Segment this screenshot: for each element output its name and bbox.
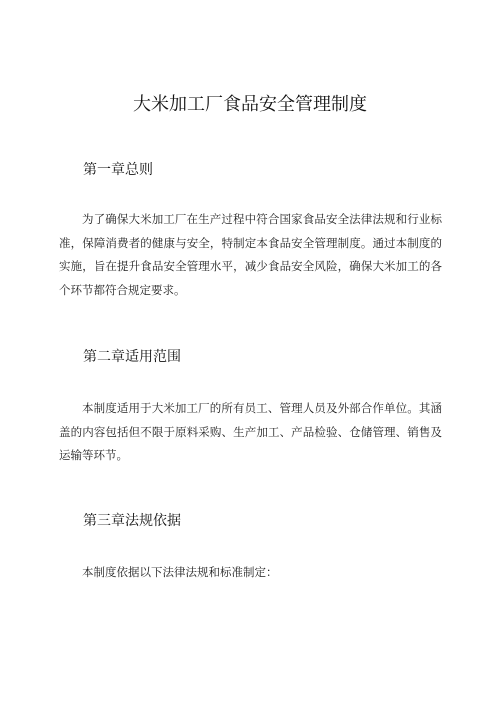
section-heading-legal-basis: 第三章法规依据: [83, 513, 181, 529]
document-title: 大米加工厂食品安全管理制度: [133, 94, 367, 115]
section-paragraph-scope: 本制度适用于大米加工厂的所有员工、管理人员及外部合作单位。其涵盖的内容包括但不限于原料采购、生产加工、产品检验、仓储管理、销售及运输等环节。: [59, 401, 442, 462]
section-heading-general: 第一章总则: [83, 162, 153, 178]
section-paragraph-legal-basis: 本制度依据以下法律法规和标准制定：: [82, 565, 278, 579]
section-heading-scope: 第二章适用范围: [83, 349, 181, 365]
section-paragraph-general: 为了确保大米加工厂在生产过程中符合国家食品安全法律法规和行业标准，保障消费者的健康与安全，特制定本食品安全管理制度。通过本制度的实施，旨在提升食品安全管理水平，减少食品安全风险，确保大米加工的各个环节都符合规定要求。: [59, 212, 442, 297]
